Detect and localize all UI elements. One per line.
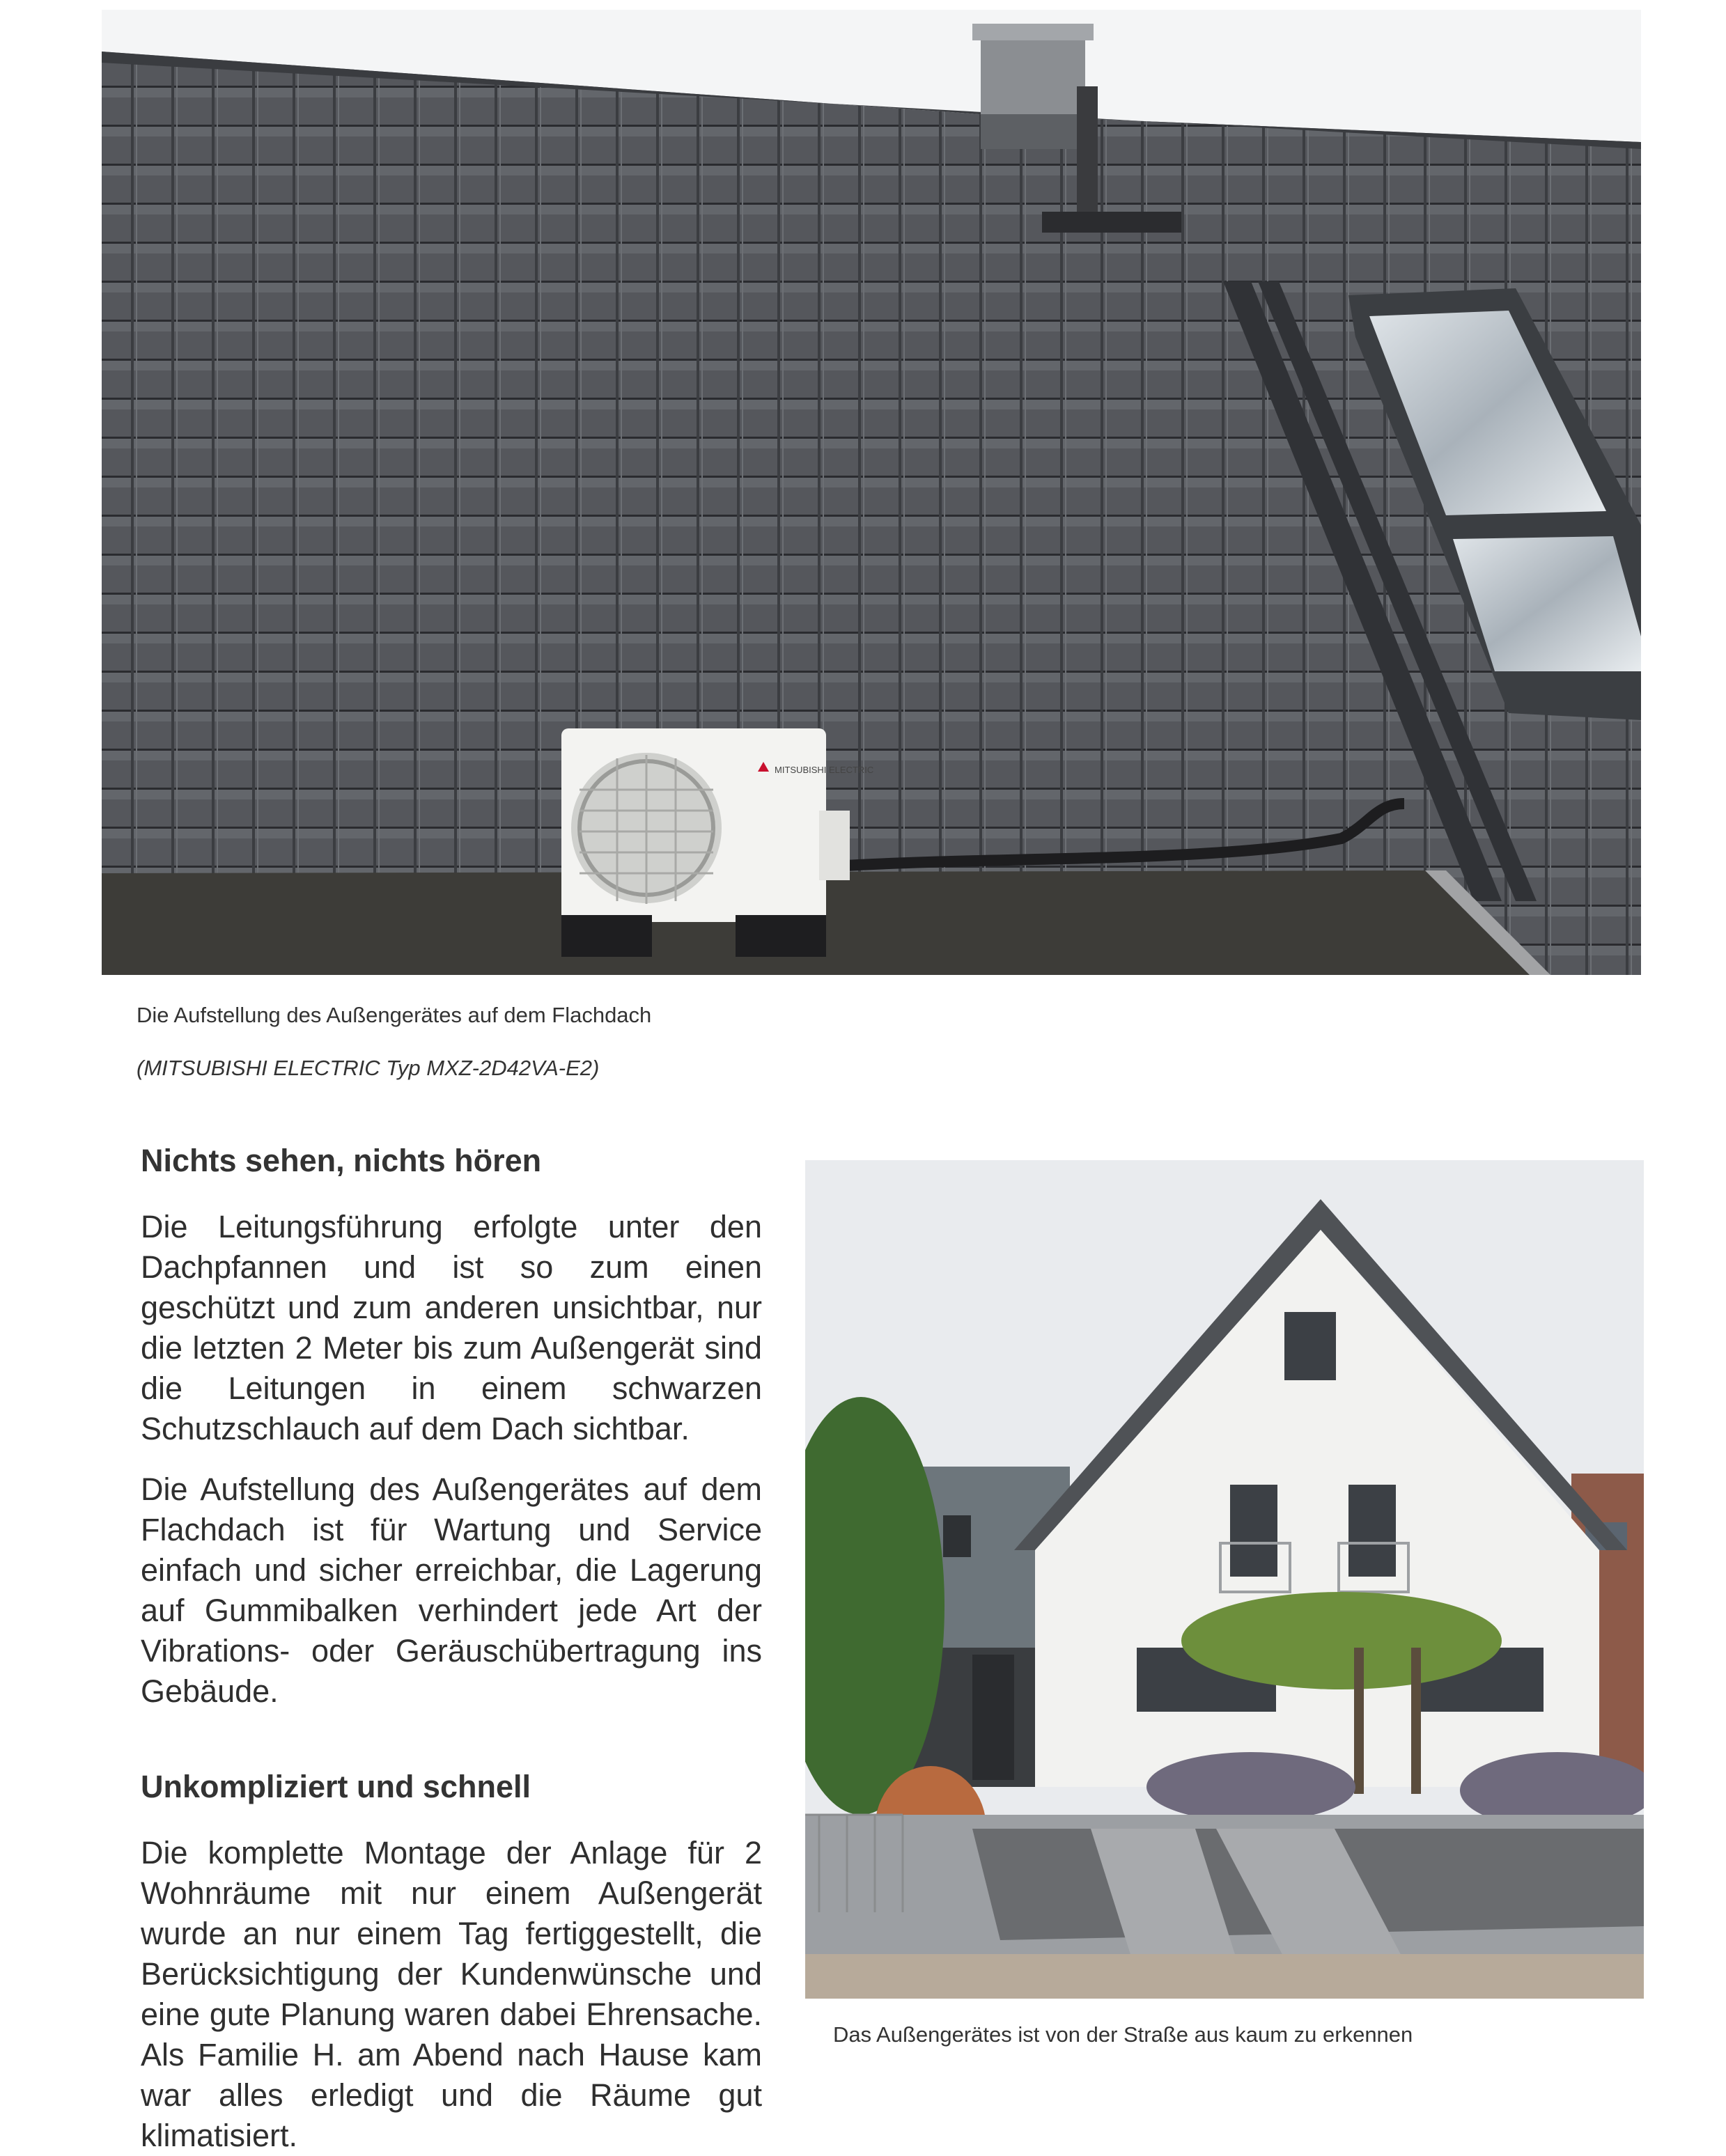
roof-image [102, 10, 1641, 975]
section-heading-nichts-sehen: Nichts sehen, nichts hören [141, 1143, 542, 1178]
unit-brand-label: MITSUBISHI ELECTRIC [775, 765, 874, 775]
paragraph-montage: Die komplette Montage der Anlage für 2 Wohnräume mit nur einem Außengerät wurde an nur einem Tag fertiggestellt, die Berücksichtigung der Kundenwünsche und eine gute Planung waren dabei Ehrensache. Als Familie H. am Abend nach Hause kam war alles erledigt und die Räume gut klimatisiert. [141, 1835, 762, 2153]
paragraph-leitungsfuehrung: Die Leitungsführung erfolgte unter den Dachpfannen und ist so zum einen geschützt und zum anderen unsichtbar, nur die letzten 2 Meter bis zum Außengerät sind die Leitungen in einem schwarzen Schutzschlauch auf dem Dach sichtbar. [141, 1209, 762, 1446]
roof-photo-model-caption: (MITSUBISHI ELECTRIC Typ MXZ-2D42VA-E2) [137, 1056, 600, 1080]
house-image [805, 1160, 1644, 1999]
house-photo [805, 1160, 1644, 1999]
house-photo-caption: Das Außengerätes ist von der Straße aus kaum zu erkennen [833, 2022, 1413, 2047]
paragraph-aufstellung: Die Aufstellung des Außengerätes auf dem Flachdach ist für Wartung und Service einfach und sicher erreichbar, die Lagerung auf Gummibalken verhindert jede Art der Vibrations- oder Geräuschübertragung ins Gebäude. [141, 1471, 762, 1709]
roof-photo [102, 10, 1641, 975]
roof-photo-caption: Die Aufstellung des Außengerätes auf dem Flachdach [137, 1003, 652, 1027]
section-heading-unkompliziert: Unkompliziert und schnell [141, 1769, 531, 1804]
